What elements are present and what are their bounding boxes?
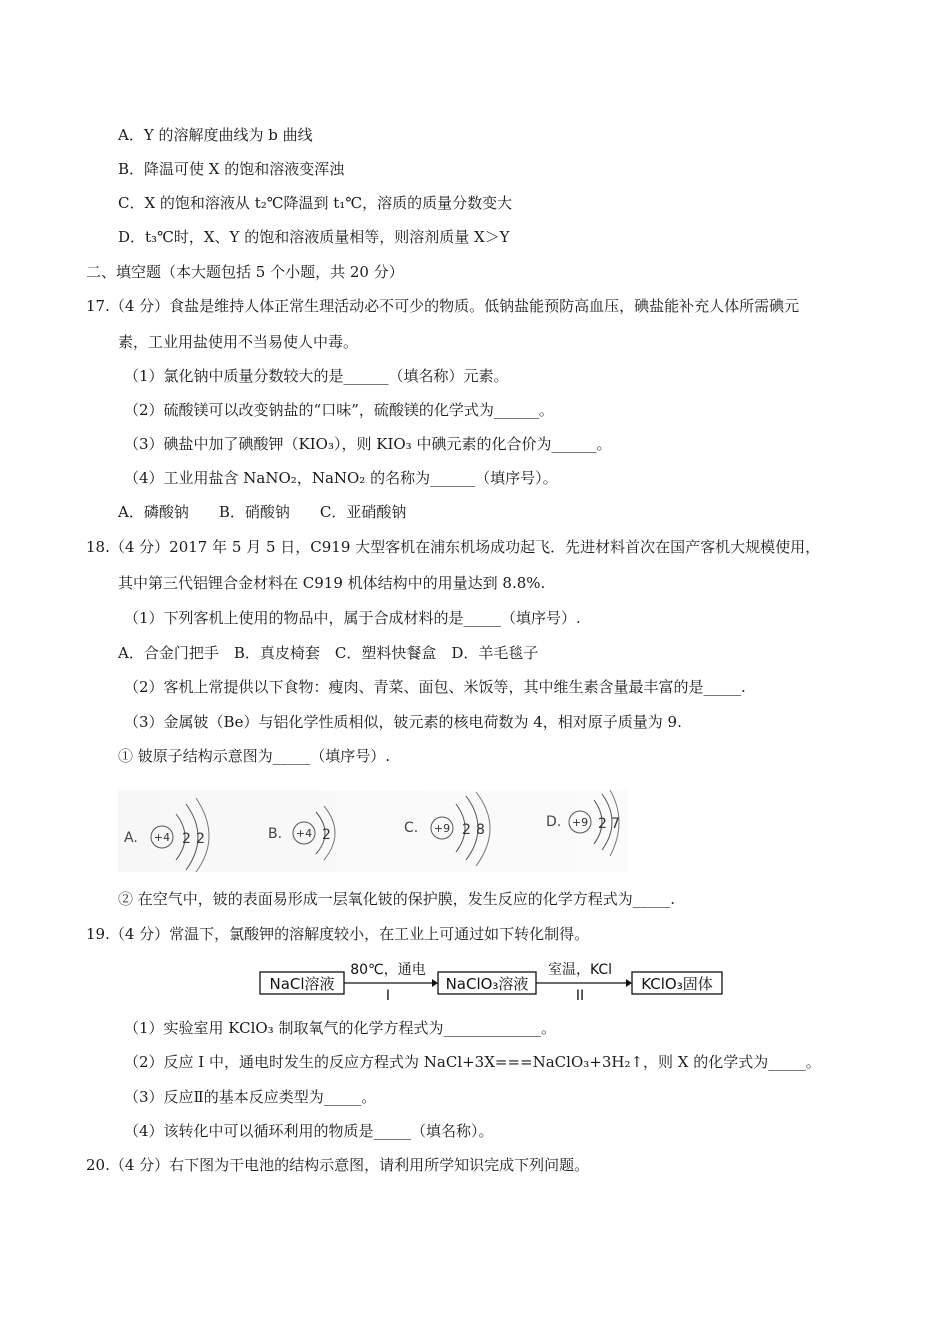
flow-step-2: II <box>575 988 585 1004</box>
atom-a-shell-2: 2 <box>196 831 205 847</box>
q17-stem-line2: 素，工业用盐使用不当易使人中毒。 <box>118 333 359 351</box>
section-heading: 二、填空题（本大题包括 5 个小题，共 20 分） <box>86 263 404 281</box>
q17-part4: （4）工业用盐含 NaNO₂，NaNO₂ 的名称为______（填序号）。 <box>124 469 558 487</box>
q19-stem: 19.（4 分）常温下，氯酸钾的溶解度较小，在工业上可通过如下转化制得。 <box>86 925 590 943</box>
flow-box-nacl-label: NaCl溶液 <box>269 975 335 993</box>
flow-box-naclo3-label: NaClO₃溶液 <box>445 975 529 993</box>
q17-options: A．磷酸钠 B．硝酸钠 C．亚硝酸钠 <box>118 503 407 521</box>
q20-stem: 20.（4 分）右下图为干电池的结构示意图，请利用所学知识完成下列问题。 <box>86 1156 590 1174</box>
atom-c-shell-1: 2 <box>462 822 471 838</box>
q19-part2: （2）反应 I 中，通电时发生的反应方程式为 NaCl+3X===NaClO₃+3H₂↑，则 X 的化学式为_____。 <box>124 1053 821 1071</box>
atom-d-shell-2: 7 <box>611 816 620 832</box>
q19-part1: （1）实验室用 KClO₃ 制取氧气的化学方程式为_____________。 <box>124 1019 556 1037</box>
q18-part3: （3）金属铍（Be）与铝化学性质相似，铍元素的核电荷数为 4，相对原子质量为 9. <box>124 713 682 731</box>
flow-condition-1: 80℃，通电 <box>350 962 426 978</box>
q16-option-d: D．t₃℃时，X、Y 的饱和溶液质量相等，则溶剂质量 X＞Y <box>118 228 510 246</box>
flow-box-kclo3-label: KClO₃固体 <box>641 975 713 993</box>
flow-condition-2: 室温，KCl <box>547 962 613 978</box>
q18-part1: （1）下列客机上使用的物品中，属于合成材料的是_____（填序号）. <box>124 609 581 627</box>
atom-a-nucleus: +4 <box>153 831 171 844</box>
q19-part3: （3）反应Ⅱ的基本反应类型为_____。 <box>124 1088 377 1106</box>
q16-option-c: C．X 的饱和溶液从 t₂℃降温到 t₁℃，溶质的质量分数变大 <box>118 194 513 212</box>
q17-part1: （1）氯化钠中质量分数较大的是______（填名称）元素。 <box>124 367 509 385</box>
atom-d-nucleus: +9 <box>571 816 589 829</box>
atom-d-shell-1: 2 <box>598 816 607 832</box>
atom-c-label: C. <box>404 820 419 836</box>
q16-option-b: B．降温可使 X 的饱和溶液变浑浊 <box>118 160 345 178</box>
q18-stem-line1: 18.（4 分）2017 年 5 月 5 日，C919 大型客机在浦东机场成功起飞．先进材料首次在国产客机大规模使用， <box>86 538 821 556</box>
flow-step-1: I <box>385 988 391 1004</box>
q18-part2: （2）客机上常提供以下食物：瘦肉、青菜、面包、米饭等，其中维生素含量最丰富的是_____. <box>124 678 746 696</box>
atom-b-nucleus: +4 <box>295 827 313 840</box>
atom-c-nucleus: +9 <box>433 822 451 835</box>
atom-b-label: B. <box>268 826 283 842</box>
q16-option-a: A．Y 的溶解度曲线为 b 曲线 <box>118 126 313 144</box>
atom-d-label: D. <box>546 814 562 830</box>
q17-part2: （2）硫酸镁可以改变钠盐的“口味”，硫酸镁的化学式为______。 <box>124 401 554 419</box>
q18-part3-sub2: ② 在空气中，铍的表面易形成一层氧化铍的保护膜，发生反应的化学方程式为_____. <box>118 890 676 908</box>
q18-part3-sub1: ① 铍原子结构示意图为_____（填序号）. <box>118 747 391 765</box>
q18-stem-line2: 其中第三代铝锂合金材料在 C919 机体结构中的用量达到 8.8%. <box>118 574 546 592</box>
q17-stem-line1: 17.（4 分）食盐是维持人体正常生理活动必不可少的物质。低钠盐能预防高血压，碘盐能补充人体所需碘元 <box>86 297 800 315</box>
atom-b-shell-1: 2 <box>322 827 331 843</box>
atom-a-shell-1: 2 <box>182 831 191 847</box>
q17-part3: （3）碘盐中加了碘酸钾（KIO₃），则 KIO₃ 中碘元素的化合价为______。 <box>124 435 612 453</box>
process-flow-diagram <box>258 960 728 1004</box>
atom-c-shell-2: 8 <box>476 822 485 838</box>
atom-structure-diagrams <box>118 790 628 872</box>
atom-a-label: A. <box>124 830 138 846</box>
q19-part4: （4）该转化中可以循环利用的物质是_____（填名称）。 <box>124 1122 494 1140</box>
q18-part1-options: A．合金门把手 B．真皮椅套 C．塑料快餐盒 D．羊毛毯子 <box>118 644 539 662</box>
